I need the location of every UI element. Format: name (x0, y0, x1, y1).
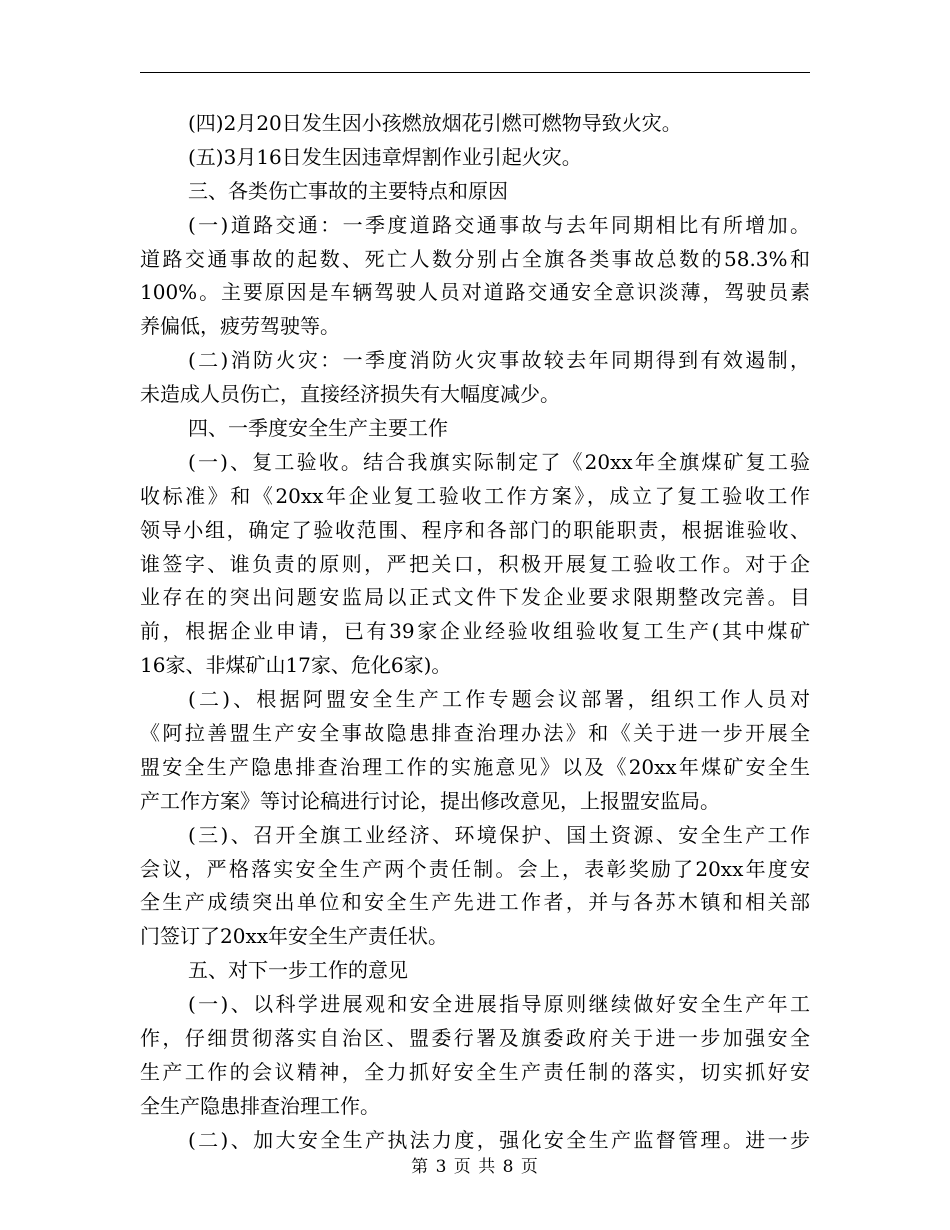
text-line: (二)、根据阿盟安全生产工作专题会议部署，组织工作人员对 (188, 687, 810, 712)
text-line: 谁签字、谁负责的原则，严把关口，积极开展复工验收工作。对于企 (140, 551, 810, 576)
text-line: 业存在的突出问题安监局以正式文件下发企业要求限期整改完善。目 (140, 585, 810, 610)
text-line: 100%。主要原因是车辆驾驶人员对道路交通安全意识淡薄，驾驶员素 (140, 280, 810, 305)
document-body (140, 107, 810, 1158)
text-line: (一)道路交通：一季度道路交通事故与去年同期相比有所增加。 (188, 212, 810, 237)
text-line: 养偏低，疲劳驾驶等。 (140, 314, 340, 339)
text-line: 五、对下一步工作的意见 (188, 958, 408, 983)
text-line: (三)、召开全旗工业经济、环境保护、国土资源、安全生产工作 (188, 822, 810, 847)
text-line: 前，根据企业申请，已有39家企业经验收组验收复工生产(其中煤矿 (140, 619, 810, 644)
text-line: 全生产隐患排查治理工作。 (140, 1093, 380, 1118)
text-line: (四)2月20日发生因小孩燃放烟花引燃可燃物导致火灾。 (188, 111, 682, 135)
text-line: 全生产成绩突出单位和安全生产先进工作者，并与各苏木镇和相关部 (140, 890, 810, 915)
text-line: 四、一季度安全生产主要工作 (188, 416, 448, 441)
header-rule (140, 72, 810, 73)
text-line: (二)、加大安全生产执法力度，强化安全生产监督管理。进一步 (188, 1127, 810, 1152)
page-footer: 第 3 页 共 8 页 (411, 1157, 539, 1177)
text-line: 道路交通事故的起数、死亡人数分别占全旗各类事故总数的58.3%和 (140, 246, 810, 271)
text-line: 会议，严格落实安全生产两个责任制。会上，表彰奖励了20xx年度安 (140, 856, 810, 881)
text-line: 未造成人员伤亡，直接经济损失有大幅度减少。 (140, 382, 560, 407)
text-line: 16家、非煤矿山17家、危化6家)。 (140, 653, 452, 678)
text-line: 《阿拉善盟生产安全事故隐患排查治理办法》和《关于进一步开展全 (140, 721, 810, 746)
text-line: (二)消防火灾：一季度消防火灾事故较去年同期得到有效遏制， (188, 348, 810, 373)
text-line: (一)、复工验收。结合我旗实际制定了《20xx年全旗煤矿复工验 (188, 449, 810, 474)
text-line: 领导小组，确定了验收范围、程序和各部门的职能职责，根据谁验收、 (140, 517, 810, 542)
text-line: 生产工作的会议精神，全力抓好安全生产责任制的落实，切实抓好安 (140, 1059, 810, 1084)
text-line: 盟安全生产隐患排查治理工作的实施意见》以及《20xx年煤矿安全生 (140, 754, 810, 779)
text-line: 三、各类伤亡事故的主要特点和原因 (188, 178, 508, 203)
text-line: 收标准》和《20xx年企业复工验收工作方案》，成立了复工验收工作 (140, 483, 810, 508)
text-line: 作，仔细贯彻落实自治区、盟委行署及旗委政府关于进一步加强安全 (140, 1026, 810, 1051)
text-line: 门签订了20xx年安全生产责任状。 (140, 924, 449, 949)
text-line: 产工作方案》等讨论稿进行讨论，提出修改意见，上报盟安监局。 (140, 788, 720, 813)
text-line: (五)3月16日发生因违章焊割作业引起火灾。 (188, 144, 582, 169)
text-line: (一)、以科学进展观和安全进展指导原则继续做好安全生产年工 (188, 992, 810, 1017)
